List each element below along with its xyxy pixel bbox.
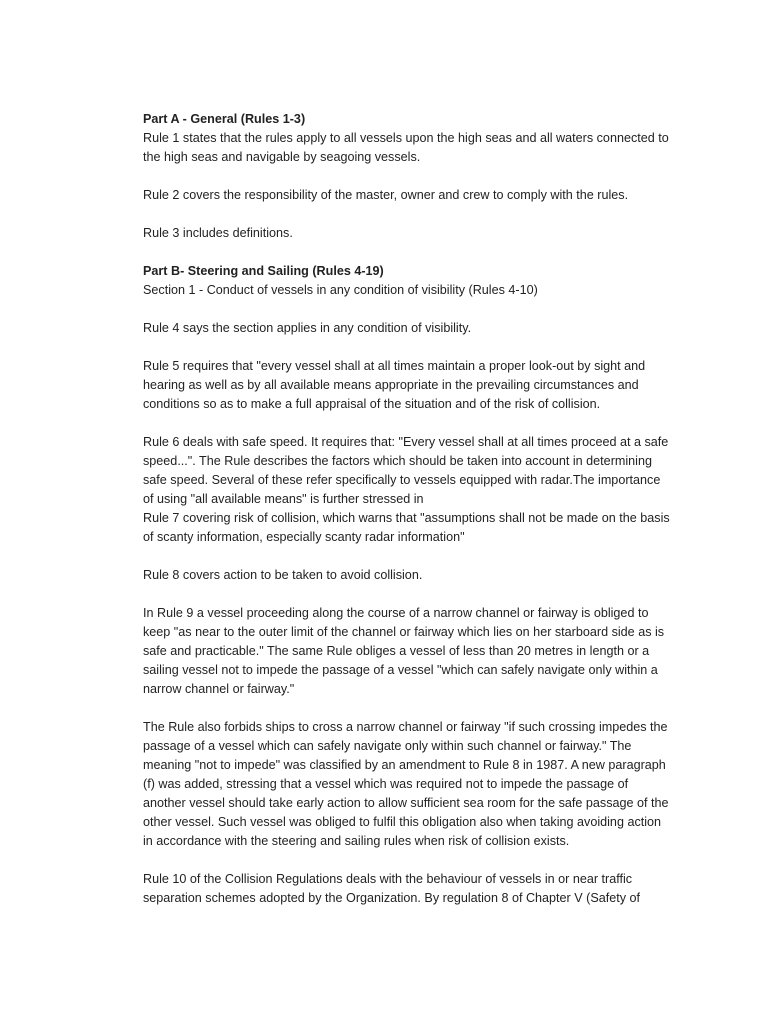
rule-9-continued-paragraph: The Rule also forbids ships to cross a narrow channel or fairway "if such crossing impedes the passage of a vessel which can safely navigate only within such channel or fairway." The meaning "not to impede" was classified by an amendment to Rule 8 in 1987. A new paragraph (f) was added, stressing that a vessel which was required not to impede the passage of another vessel should take early action to allow sufficient sea room for the safe passage of the other vessel. Such vessel was obliged to fulfil this obligation also when taking avoiding action in accordance with the steering and sailing rules when risk of collision exists. [143, 720, 669, 848]
rule-10-paragraph: Rule 10 of the Collision Regulations deals with the behaviour of vessels in or near traffic separation schemes adopted by the Organization. By regulation 8 of Chapter V (Safety of [143, 872, 641, 905]
rule-7-paragraph: Rule 7 covering risk of collision, which warns that "assumptions shall not be made on the basis of scanty information, especially scanty radar information" [143, 511, 670, 544]
document-page [143, 110, 673, 927]
rule-4-paragraph: Rule 4 says the section applies in any condition of visibility. [143, 321, 472, 335]
section-1-heading: Section 1 - Conduct of vessels in any condition of visibility (Rules 4-10) [143, 283, 538, 297]
rule-5-paragraph: Rule 5 requires that "every vessel shall at all times maintain a proper look-out by sight and hearing as well as by all available means appropriate in the prevailing circumstances and conditions so as to make a full appraisal of the situation and of the risk of collision. [143, 359, 646, 411]
rule-9-paragraph: In Rule 9 a vessel proceeding along the course of a narrow channel or fairway is obliged to keep "as near to the outer limit of the channel or fairway which lies on her starboard side as is safe and practicable." The same Rule obliges a vessel of less than 20 metres in length or a sailing vessel not to impede the passage of a vessel "which can safely navigate only within a narrow channel or fairway." [143, 606, 665, 696]
part-b-block [143, 262, 673, 300]
rule-3-paragraph: Rule 3 includes definitions. [143, 226, 293, 240]
part-a-block [143, 110, 673, 167]
rule-6-paragraph: Rule 6 deals with safe speed. It requires that: "Every vessel shall at all times proceed at a safe speed...". The Rule describes the factors which should be taken into account in determining safe speed. Several of these refer specifically to vessels equipped with radar.The importance of using "all available means" is further stressed in [143, 435, 669, 506]
part-a-heading: Part A - General (Rules 1-3) [143, 112, 306, 126]
rule-1-text: Rule 1 states that the rules apply to all vessels upon the high seas and all waters connected to the high seas and navigable by seagoing vessels. [143, 131, 669, 164]
part-b-heading: Part B- Steering and Sailing (Rules 4-19) [143, 264, 384, 278]
rule-8-paragraph: Rule 8 covers action to be taken to avoid collision. [143, 568, 423, 582]
rule-2-paragraph: Rule 2 covers the responsibility of the master, owner and crew to comply with the rules. [143, 188, 629, 202]
